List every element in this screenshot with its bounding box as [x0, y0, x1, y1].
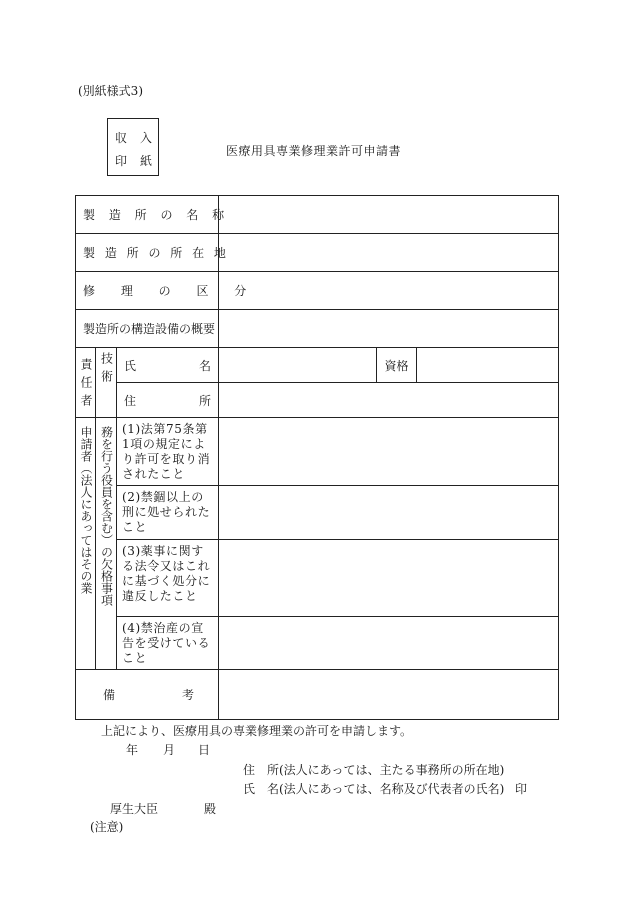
applicant-name-line: 氏 名(法人にあっては、名称及び代表者の氏名): [243, 782, 505, 796]
row-factory-location: [76, 234, 559, 272]
qualification-field[interactable]: [417, 348, 559, 383]
engineer-name-field[interactable]: [219, 348, 377, 383]
engineer-label-col2: 技術: [96, 348, 117, 418]
row-engineer-address: [76, 383, 559, 418]
application-statement: 上記により、医療用具の専業修理業の許可を申請します。: [101, 724, 413, 738]
notes-heading: (注意): [90, 820, 124, 834]
stamp-char: 紙: [140, 154, 153, 168]
disqualification-field-1[interactable]: [219, 418, 559, 486]
remarks-field[interactable]: [219, 670, 559, 720]
applicant-label-col1: 申請者︵法人にあってはその業: [76, 418, 96, 670]
engineer-address-field[interactable]: [219, 383, 559, 418]
facility-overview-field[interactable]: [219, 310, 559, 348]
honorific: 殿: [204, 802, 217, 816]
row-disqualification-4: [76, 617, 559, 670]
stamp-char: 入: [140, 131, 153, 145]
disqualification-item-3: (3)薬事に関する法令又はこれに基づく処分に違反したこと: [117, 540, 219, 617]
engineer-name-label: 氏 名: [117, 348, 219, 383]
date-day-label: 日: [198, 743, 211, 757]
applicant-address-line: 住 所(法人にあっては、主たる事務所の所在地): [243, 763, 505, 777]
disqualification-item-2: (2)禁錮以上の刑に処せられたこと: [117, 486, 219, 540]
applicant-label-col2: 務を行う役員を含む︶の欠格事項: [96, 418, 117, 670]
row-repair-category: [76, 272, 559, 310]
engineer-address-label: 住 所: [117, 383, 219, 418]
remarks-label: 備 考: [76, 670, 219, 720]
addressee: 厚生大臣: [110, 802, 159, 816]
row-remarks: [76, 670, 559, 720]
row-disqualification-2: [76, 486, 559, 540]
form-number: (別紙様式3): [78, 84, 143, 98]
factory-name-label: 製 造 所 の 名 称: [76, 196, 219, 234]
qualification-label: 資格: [377, 348, 417, 383]
repair-category-field[interactable]: [219, 272, 559, 310]
revenue-stamp-box: [107, 118, 159, 176]
disqualification-item-1: (1)法第75条第1項の規定により許可を取り消されたこと: [117, 418, 219, 486]
factory-location-field[interactable]: [219, 234, 559, 272]
date-year-label: 年: [126, 743, 139, 757]
row-facility-overview: [76, 310, 559, 348]
disqualification-field-2[interactable]: [219, 486, 559, 540]
disqualification-field-4[interactable]: [219, 617, 559, 670]
engineer-label-col1: 責任者: [76, 348, 96, 418]
row-disqualification-3: [76, 540, 559, 617]
factory-location-label: 製 造 所 の 所 在 地: [76, 234, 219, 272]
repair-category-label: 修 理 の 区 分: [76, 272, 219, 310]
seal-mark: 印: [515, 782, 528, 796]
date-month-label: 月: [163, 743, 176, 757]
facility-overview-label: 製造所の構造設備の概要: [76, 310, 219, 348]
stamp-char: 収: [115, 131, 128, 145]
document-title: 医療用具専業修理業許可申請書: [226, 144, 402, 158]
row-disqualification-1: [76, 418, 559, 486]
application-form-table: [75, 195, 559, 720]
row-engineer-name: [76, 348, 559, 383]
row-factory-name: [76, 196, 559, 234]
disqualification-field-3[interactable]: [219, 540, 559, 617]
factory-name-field[interactable]: [219, 196, 559, 234]
stamp-char: 印: [115, 154, 128, 168]
disqualification-item-4: (4)禁治産の宣告を受けていること: [117, 617, 219, 670]
